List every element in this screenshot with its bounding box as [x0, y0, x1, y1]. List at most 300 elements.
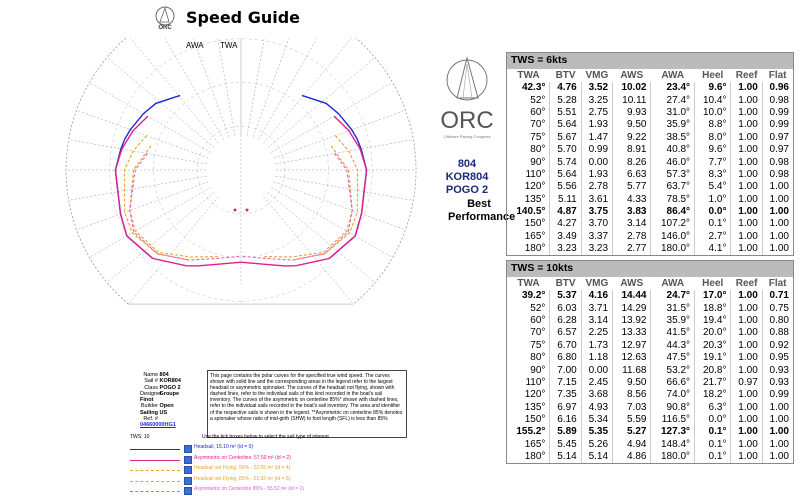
table-cell: 0.80 — [762, 315, 793, 327]
table-cell: 21.7° — [695, 377, 731, 389]
table-cell: 1.00 — [731, 231, 762, 243]
polar-series-0 — [302, 95, 367, 258]
table-cell: 1.93 — [581, 119, 612, 131]
table-cell: 3.14 — [613, 218, 651, 230]
table-cell: 5.56 — [550, 181, 581, 193]
table-cell: 3.68 — [581, 389, 612, 401]
table-cell: 19.4° — [695, 315, 731, 327]
column-header-aws: AWS — [620, 70, 644, 81]
legend-line — [130, 449, 180, 450]
table-cell: 0.0° — [695, 414, 731, 426]
legend-line — [130, 470, 180, 471]
table-cell: 20.3° — [695, 340, 731, 352]
column-header-awa: AWA — [661, 278, 685, 289]
polar-series-0-mirror — [115, 95, 180, 258]
table-cell: 2.77 — [613, 243, 651, 255]
table-cell: 80° — [530, 352, 546, 364]
table-cell: 27.4° — [651, 94, 695, 106]
sail-number: KOR804 — [445, 171, 489, 183]
column-header-btv: BTV — [555, 278, 576, 289]
table-cell: 2.78 — [613, 231, 651, 243]
table-cell: 1.00 — [731, 352, 762, 364]
table-cell: 120° — [524, 181, 546, 193]
table-cell: 180.0° — [651, 451, 695, 463]
legend-item[interactable] — [130, 444, 430, 454]
table-cell: 135° — [524, 401, 546, 413]
table-row — [507, 169, 793, 181]
table-cell: 10.02 — [613, 82, 651, 94]
table-cell: 4.94 — [613, 439, 651, 451]
twa-axis-label: TWA — [220, 41, 238, 50]
column-header-reef: Reef — [735, 278, 758, 289]
orc-logo-subtext: Offshore Racing Congress — [443, 134, 491, 139]
tws-6-table — [506, 52, 794, 256]
table-cell: 18.8° — [695, 302, 731, 314]
radial-line — [275, 176, 413, 200]
legend-line — [130, 491, 180, 492]
table-cell: 4.86 — [613, 451, 651, 463]
table-cell: 1.00 — [731, 302, 762, 314]
table-row — [507, 290, 793, 302]
table-cell: 11.68 — [613, 364, 651, 376]
info-row[interactable] — [140, 416, 190, 429]
table-cell: 13.92 — [613, 315, 651, 327]
table-cell: 3.23 — [550, 243, 581, 255]
legend-label: Asymmetric on Centerline, 57.50 m² (id = 2) — [194, 454, 291, 461]
table-cell: 165° — [524, 438, 546, 450]
table-cell: 1.18 — [581, 352, 612, 364]
info-label: Name — [143, 372, 158, 378]
table-row — [507, 218, 793, 230]
table-cell: 10.4° — [695, 94, 731, 106]
table-cell: 6.3° — [695, 402, 731, 414]
orc-logo-small — [152, 6, 178, 30]
table-cell: 5.64 — [550, 119, 581, 131]
radial-line — [259, 38, 329, 140]
table-cell: 86.4° — [651, 206, 695, 218]
table-cell: 90° — [530, 156, 546, 168]
table-cell: 70° — [530, 119, 546, 131]
table-cell: 155.2° — [516, 426, 546, 438]
table-cell: 35.9° — [651, 315, 695, 327]
table-cell: 110° — [525, 376, 546, 388]
table-cell: 1.00 — [731, 389, 762, 401]
legend-checkbox[interactable] — [184, 477, 192, 485]
table-cell: 8.3° — [695, 169, 731, 181]
table-cell: 6.80 — [550, 352, 581, 364]
table-cell: 60° — [530, 314, 546, 326]
table-cell: 46.0° — [651, 156, 695, 168]
table-cell: 66.6° — [651, 377, 695, 389]
table-cell: 0.99 — [762, 119, 793, 131]
legend-line — [130, 460, 180, 461]
table-row — [507, 327, 793, 339]
table-cell: 1.00 — [731, 243, 762, 255]
table-cell: 1.00 — [762, 243, 793, 255]
table-cell: 14.29 — [613, 302, 651, 314]
table-cell: 1.00 — [731, 144, 762, 156]
table-row — [507, 144, 793, 156]
table-cell: 0.98 — [762, 156, 793, 168]
boat-info — [140, 372, 190, 429]
table-cell: 1.00 — [731, 364, 762, 376]
radial-line — [274, 110, 406, 158]
table-cell: 4.76 — [550, 82, 581, 94]
table-cell: 7.03 — [613, 402, 651, 414]
table-cell: 120° — [524, 389, 546, 401]
table-cell: 0.75 — [762, 302, 793, 314]
table-cell: 38.5° — [651, 132, 695, 144]
legend-label: Headsail set Flying, 85% - 21.92 m² (id = 5) — [194, 475, 291, 482]
table-cell: 0.99 — [762, 389, 793, 401]
radial-line — [69, 176, 207, 200]
info-value: Groupe Finot — [140, 390, 180, 404]
table-cell: 2.7° — [695, 231, 731, 243]
table-cell: 35.9° — [651, 119, 695, 131]
table-cell: 0.1° — [695, 218, 731, 230]
table-cell: 3.71 — [581, 302, 612, 314]
table-row — [507, 389, 793, 401]
table-row — [507, 132, 793, 144]
table-cell: 31.0° — [651, 107, 695, 119]
legend-label: Headsail, 15.10 m² (id = 0) — [194, 444, 254, 450]
table-cell: 0.0° — [695, 206, 731, 218]
table-cell: 0.71 — [762, 290, 793, 302]
table-row — [507, 364, 793, 376]
table-cell: 135° — [524, 193, 546, 205]
table-cell: 127.3° — [651, 426, 695, 438]
table-cell: 9.6° — [695, 82, 731, 94]
radial-line — [77, 182, 209, 230]
table-cell: 4.93 — [581, 402, 612, 414]
legend-item[interactable] — [130, 486, 430, 496]
table-cell: 2.45 — [581, 377, 612, 389]
table-cell: 39.2° — [521, 290, 546, 302]
radial-line — [69, 140, 207, 164]
table-cell: 1.00 — [731, 315, 762, 327]
table-cell: 2.25 — [581, 327, 612, 339]
table-cell: 0.93 — [762, 364, 793, 376]
radial-line — [253, 38, 301, 137]
radial-line — [271, 83, 392, 153]
table-cell: 146.0° — [651, 231, 695, 243]
radial-line — [275, 140, 413, 164]
info-label: Class — [144, 384, 158, 391]
table-cell: 1.00 — [762, 194, 793, 206]
table-cell: 6.16 — [550, 414, 581, 426]
table-cell: 5.26 — [581, 439, 612, 451]
table-cell: 5.45 — [550, 439, 581, 451]
column-header-vmg: VMG — [585, 70, 609, 81]
center-marker — [246, 209, 249, 212]
table-cell: 1.00 — [762, 439, 793, 451]
table-cell: 6.28 — [550, 315, 581, 327]
info-label: Ref. # — [143, 416, 158, 423]
table-cell: 60° — [530, 106, 546, 118]
table-cell: 3.83 — [613, 206, 651, 218]
table-title: TWS = 6kts — [507, 53, 793, 69]
table-cell: 7.7° — [695, 156, 731, 168]
table-cell: 24.7° — [651, 290, 695, 302]
table-cell: 0.98 — [762, 169, 793, 181]
table-cell: 44.3° — [651, 340, 695, 352]
legend-item[interactable] — [130, 455, 430, 465]
table-cell: 1.00 — [731, 107, 762, 119]
table-cell: 8.26 — [613, 156, 651, 168]
table-cell: 180.0° — [651, 243, 695, 255]
table-cell: 180° — [524, 451, 546, 463]
column-header-flat: Flat — [768, 70, 787, 81]
table-row — [507, 119, 793, 131]
table-cell: 1.00 — [731, 290, 762, 302]
info-value: Open Sailing US — [140, 403, 174, 416]
table-cell: 9.6° — [695, 144, 731, 156]
table-cell: 5.51 — [550, 107, 581, 119]
table-cell: 1.00 — [762, 402, 793, 414]
table-row — [507, 426, 793, 438]
table-cell: 7.00 — [550, 364, 581, 376]
table-cell: 1.00 — [731, 402, 762, 414]
legend-item[interactable] — [130, 476, 430, 486]
legend-checkbox[interactable] — [184, 445, 192, 453]
legend-tws: TWS: 10 — [130, 434, 150, 440]
table-cell: 17.0° — [695, 290, 731, 302]
table-cell: 1.00 — [731, 119, 762, 131]
column-header-vmg: VMG — [585, 278, 609, 289]
page-title: Speed Guide — [186, 8, 301, 27]
legend-label: Headsail set Flying, 50% - 22.55 m² (id = 4) — [194, 465, 291, 471]
table-row — [507, 352, 793, 364]
legend-checkbox[interactable] — [184, 466, 192, 474]
column-header-flat: Flat — [768, 278, 787, 289]
orc-small-text: ORC — [158, 25, 172, 30]
table-cell: 140.5° — [516, 206, 546, 218]
table-cell: 6.97 — [550, 402, 581, 414]
table-cell: 5.67 — [550, 132, 581, 144]
table-cell: 0.98 — [762, 94, 793, 106]
radial-line — [89, 83, 210, 153]
table-cell: 5.34 — [581, 414, 612, 426]
table-cell: 1.00 — [731, 94, 762, 106]
table-cell: 23.4° — [651, 82, 695, 94]
info-value: 04660000HG1 — [140, 422, 176, 429]
table-cell: 0.00 — [581, 156, 612, 168]
table-cell: 8.8° — [695, 119, 731, 131]
legend-checkbox[interactable] — [184, 456, 192, 464]
column-header-btv: BTV — [555, 70, 576, 81]
table-cell: 1.00 — [762, 206, 793, 218]
boat-class: POGO 2 — [445, 184, 489, 196]
table-cell: 13.33 — [613, 327, 651, 339]
table-cell: 107.2° — [651, 218, 695, 230]
table-cell: 53.2° — [651, 364, 695, 376]
column-header-twa: TWA — [517, 278, 540, 289]
table-cell: 75° — [530, 131, 546, 143]
table-cell: 0.99 — [762, 107, 793, 119]
table-cell: 0.1° — [695, 426, 731, 438]
info-label: Builder — [140, 403, 158, 410]
table-cell: 1.00 — [731, 426, 762, 438]
table-cell: 4.1° — [695, 243, 731, 255]
table-cell: 1.00 — [731, 132, 762, 144]
table-row — [507, 94, 793, 106]
table-cell: 1.0° — [695, 194, 731, 206]
table-cell: 0.92 — [762, 340, 793, 352]
table-cell: 0.96 — [762, 82, 793, 94]
table-cell: 1.00 — [731, 206, 762, 218]
column-header-heel: Heel — [702, 70, 724, 81]
table-cell: 1.00 — [731, 194, 762, 206]
table-cell: 1.00 — [731, 82, 762, 94]
table-cell: 9.50 — [613, 377, 651, 389]
table-cell: 12.63 — [613, 352, 651, 364]
radial-line — [154, 38, 224, 140]
awa-axis-label: AWA — [186, 41, 204, 50]
table-cell: 6.70 — [550, 340, 581, 352]
radial-line — [129, 38, 219, 143]
info-label: Sail # — [144, 378, 158, 385]
legend-label: Asymmetric on Centerline 85% - 55.52 m² (id = 1) — [194, 486, 304, 492]
table-cell: 14.44 — [613, 290, 651, 302]
table-cell: 1.00 — [731, 218, 762, 230]
column-header-reef: Reef — [735, 70, 758, 81]
table-cell: 4.16 — [581, 290, 612, 302]
table-cell: 1.00 — [731, 451, 762, 463]
table-cell: 3.61 — [581, 194, 612, 206]
table-cell: 8.0° — [695, 132, 731, 144]
radial-line — [107, 192, 214, 282]
table-cell: 5.14 — [550, 451, 581, 463]
table-cell: 8.56 — [613, 389, 651, 401]
polar-series-1 — [241, 116, 367, 266]
table-cell: 1.00 — [731, 156, 762, 168]
table-row — [507, 377, 793, 389]
table-cell: 40.8° — [651, 144, 695, 156]
table-row — [507, 340, 793, 352]
table-cell: 90.8° — [651, 402, 695, 414]
table-cell: 5.4° — [695, 181, 731, 193]
table-cell: 52° — [530, 94, 546, 106]
table-cell: 12.97 — [613, 340, 651, 352]
table-cell: 78.5° — [651, 194, 695, 206]
table-cell: 0.1° — [695, 439, 731, 451]
table-cell: 9.50 — [613, 119, 651, 131]
boat-number: 804 — [457, 158, 477, 170]
table-cell: 74.0° — [651, 389, 695, 401]
table-cell: 9.22 — [613, 132, 651, 144]
table-cell: 70° — [530, 327, 546, 339]
table-row — [507, 439, 793, 451]
center-marker — [234, 209, 237, 212]
polar-series-1-mirror — [115, 116, 241, 266]
table-cell: 8.91 — [613, 144, 651, 156]
table-cell: 5.11 — [550, 194, 581, 206]
table-cell: 5.89 — [550, 426, 581, 438]
table-cell: 165° — [524, 230, 546, 242]
radial-line — [77, 110, 209, 158]
table-cell: 3.14 — [581, 315, 612, 327]
table-cell: 1.00 — [762, 218, 793, 230]
table-cell: 41.5° — [651, 327, 695, 339]
orc-logo — [432, 50, 502, 155]
table-cell: 5.35 — [581, 426, 612, 438]
table-row — [507, 302, 793, 314]
table-cell: 63.7° — [651, 181, 695, 193]
table-cell: 3.52 — [581, 82, 612, 94]
table-row — [507, 107, 793, 119]
table-cell: 0.88 — [762, 327, 793, 339]
orc-logo-text: ORC — [440, 107, 494, 134]
column-header-heel: Heel — [702, 278, 724, 289]
table-cell: 90° — [530, 364, 546, 376]
table-cell: 0.99 — [581, 144, 612, 156]
radial-line — [274, 182, 406, 230]
table-cell: 3.25 — [581, 94, 612, 106]
table-row — [507, 156, 793, 168]
table-cell: 1.00 — [731, 414, 762, 426]
table-cell: 0.95 — [762, 352, 793, 364]
table-cell: 10.11 — [613, 94, 651, 106]
table-cell: 1.73 — [581, 340, 612, 352]
table-cell: 1.00 — [731, 340, 762, 352]
table-cell: 180° — [524, 243, 546, 255]
table-cell: 6.57 — [550, 327, 581, 339]
table-row — [507, 414, 793, 426]
table-cell: 1.00 — [731, 169, 762, 181]
table-row — [507, 243, 793, 255]
info-label: Designer — [140, 390, 163, 397]
description-box: This page contains the polar curves for the specified true wind speed. The curves shown with solid line and the corresponding areas in the legend refer to the largest headsail or asymmetric spinnaker. The curves of the headsail not flying, shown with dashed lines, refer to the individual sails of this kind recorded in the boat's sail inventory. The curves of the asymmetric on centerline 85%* shown with dashed lines, refer to the individual sails recorded in the boat's sail inventory. The area and identifier of the respective sails is shown in the legend. **Asymmetric on centerline 85% denotes a spinnaker whose ratio of mid-girth (SHW) to foot length (SFL) is less than 85% — [207, 370, 407, 438]
polar-series-4-mirror — [130, 154, 241, 261]
radial-line — [268, 192, 375, 282]
table-cell: 6.03 — [550, 302, 581, 314]
table-cell: 80° — [530, 144, 546, 156]
table-cell: 57.3° — [651, 169, 695, 181]
table-cell: 5.64 — [550, 169, 581, 181]
table-row — [507, 82, 793, 94]
table-cell: 31.5° — [651, 302, 695, 314]
table-cell: 42.3° — [521, 82, 546, 94]
table-cell: 4.87 — [550, 206, 581, 218]
table-cell: 0.93 — [762, 377, 793, 389]
table-row — [507, 194, 793, 206]
table-cell: 10.0° — [695, 107, 731, 119]
table-cell: 52° — [530, 302, 546, 314]
legend-item[interactable] — [130, 465, 430, 475]
table-cell: 0.97 — [762, 132, 793, 144]
info-value: POGO 2 — [158, 384, 181, 391]
table-cell: 75° — [530, 339, 546, 351]
polar-chart — [34, 38, 449, 393]
table-cell: 150° — [524, 218, 546, 230]
table-cell: 3.49 — [550, 231, 581, 243]
table-cell: 5.59 — [613, 414, 651, 426]
table-cell: 9.93 — [613, 107, 651, 119]
table-cell: 3.23 — [581, 243, 612, 255]
table-cell: 1.00 — [731, 181, 762, 193]
table-cell: 20.0° — [695, 327, 731, 339]
table-cell: 5.27 — [613, 426, 651, 438]
table-cell: 1.00 — [731, 327, 762, 339]
table-cell: 6.63 — [613, 169, 651, 181]
table-cell: 47.5° — [651, 352, 695, 364]
table-cell: 148.4° — [651, 439, 695, 451]
table-cell: 0.97 — [731, 377, 762, 389]
legend-instruction: Use the tick boxes below to select the sail type of interest — [202, 434, 329, 440]
radial-line — [181, 38, 229, 137]
best-performance-label: Best Performance — [448, 198, 516, 223]
table-cell: 5.14 — [581, 451, 612, 463]
